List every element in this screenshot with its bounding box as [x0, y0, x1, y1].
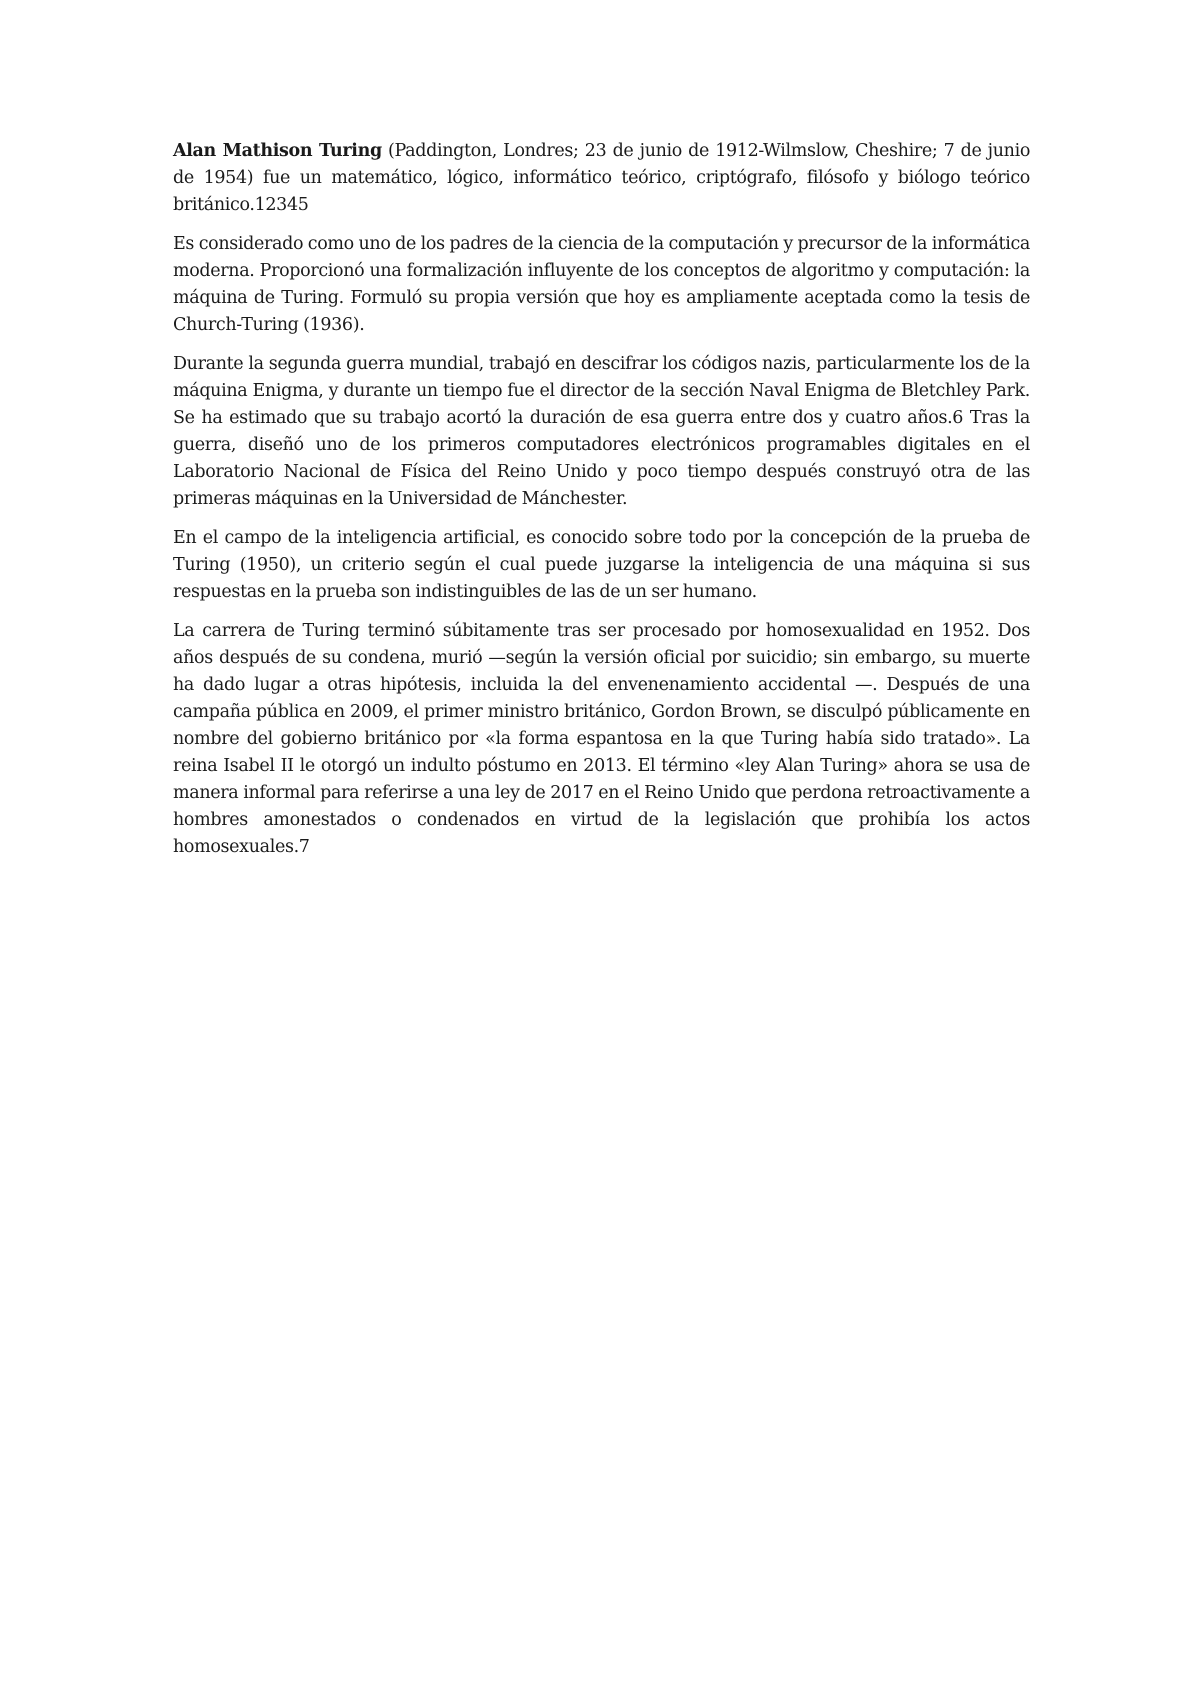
paragraph-computing: Es considerado como uno de los padres de la ciencia de la computación y precursor de la informática moderna. Proporcionó una formalización influyente de los conceptos de algoritmo y computación: la máquina de Turing. Formuló su propia versión que hoy es ampliamente aceptada como la tesis de Church-Turing (1936).: [173, 234, 1030, 335]
intro-text: (Paddington, Londres; 23 de junio de 1912-Wilmslow, Cheshire; 7 de junio de 1954) fue un matemático, lógico, informático teórico, criptógrafo, filósofo y biólogo teórico británico.12345: [173, 141, 1031, 215]
paragraph-war: Durante la segunda guerra mundial, trabajó en descifrar los códigos nazis, particularmente los de la máquina Enigma, y durante un tiempo fue el director de la sección Naval Enigma de Bletchley Park. Se ha estimado que su trabajo acortó la duración de esa guerra entre dos y cuatro años.6 Tras la guerra, diseñó uno de los primeros computadores electrónicos programables digitales en el Laboratorio Nacional de Física del Reino Unido y poco tiempo después construyó otra de las primeras máquinas en la Universidad de Mánchester.: [173, 354, 1030, 509]
document-body: [173, 138, 1030, 873]
subject-name: Alan Mathison Turing: [173, 141, 382, 161]
paragraph-intro: [173, 138, 1030, 219]
paragraph-career: La carrera de Turing terminó súbitamente tras ser procesado por homosexualidad en 1952. Dos años después de su condena, murió —según la versión oficial por suicidio; sin embargo, su muerte ha dado lugar a otras hipótesis, incluida la del envenenamiento accidental —. Después de una campaña pública en 2009, el primer ministro británico, Gordon Brown, se disculpó públicamente en nombre del gobierno británico por «la forma espantosa en la que Turing había sido tratado». La reina Isabel II le otorgó un indulto póstumo en 2013. El término «ley Alan Turing» ahora se usa de manera informal para referirse a una ley de 2017 en el Reino Unido que perdona retroactivamente a hombres amonestados o condenados en virtud de la legislación que prohibía los actos homosexuales.7: [173, 621, 1030, 857]
paragraph-ai: En el campo de la inteligencia artificial, es conocido sobre todo por la concepción de la prueba de Turing (1950), un criterio según el cual puede juzgarse la inteligencia de una máquina si sus respuestas en la prueba son indistinguibles de las de un ser humano.: [173, 528, 1030, 602]
